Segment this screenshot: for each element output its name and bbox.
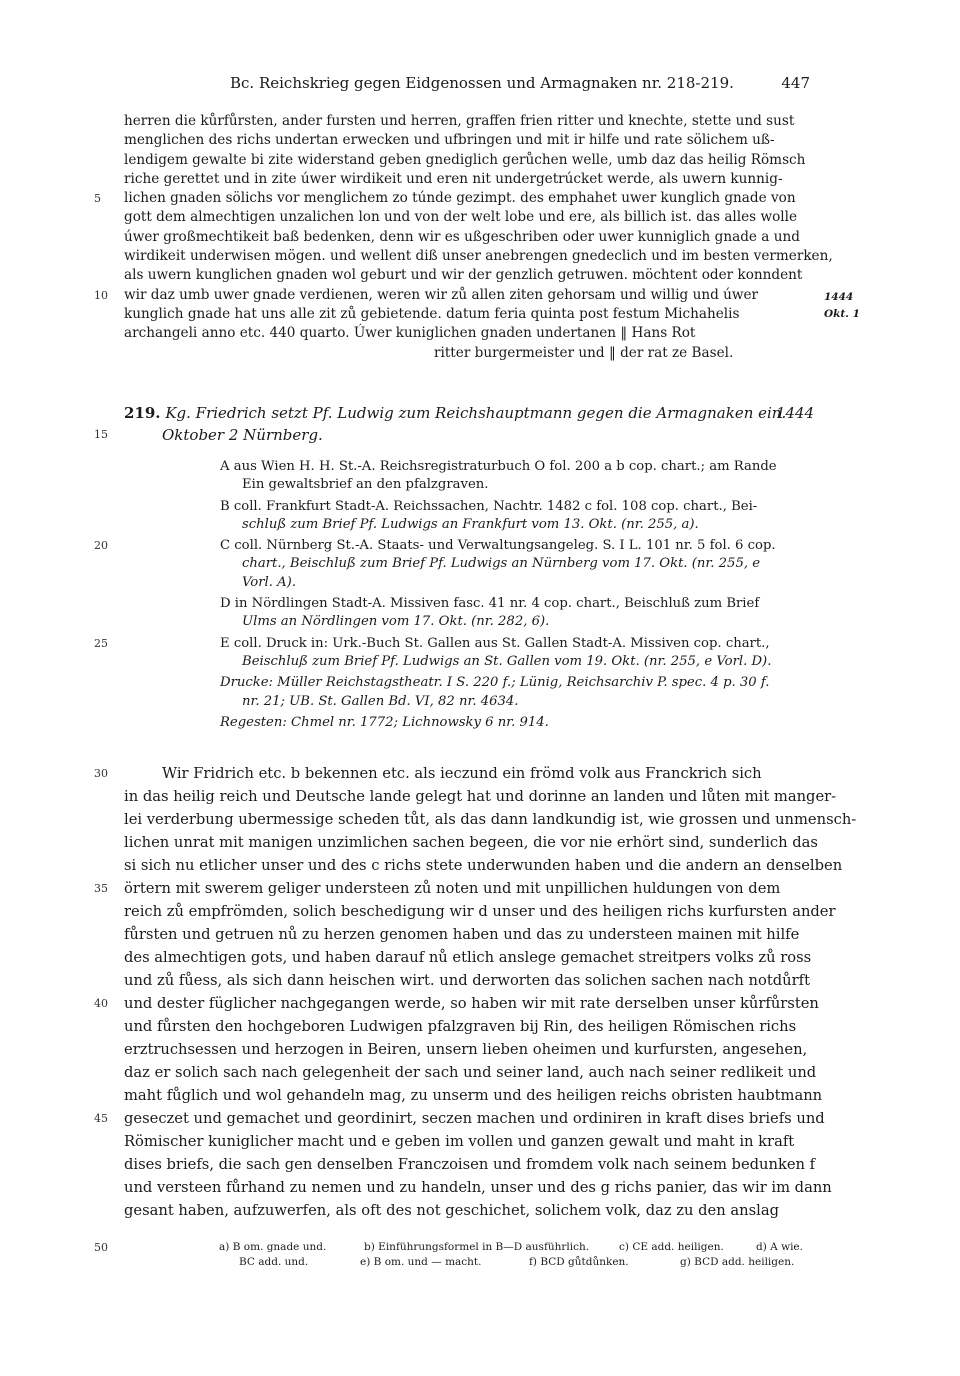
- footnote-e: e) B om. und — macht.: [360, 1256, 482, 1268]
- source-continuation: Beischluß zum Brief Pf. Ludwigs an St. Gallen vom 19. Okt. (nr. 255, e Vorl. D).: [242, 653, 772, 669]
- source-continuation: nr. 21; UB. St. Gallen Bd. VI, 82 nr. 4634.: [242, 693, 519, 709]
- source-continuation: schluß zum Brief Pf. Ludwigs an Frankfurt vom 13. Okt. (nr. 255, a).: [242, 516, 699, 532]
- footnote-d: d) A wie.: [756, 1241, 803, 1253]
- regesta-entry: [220, 714, 815, 732]
- source-entry-c: [94, 537, 815, 592]
- line-number: 15: [94, 428, 108, 441]
- source-continuation: Ein gewaltsbrief an den pfalzgraven.: [242, 477, 489, 493]
- text-line: des almechtigen gots, und haben darauf nů etlich anslege gemachet streitpers volks zů ross: [124, 949, 812, 966]
- text-line: [94, 1107, 825, 1130]
- line-number: 10: [94, 288, 108, 302]
- line-number: 50: [94, 1241, 108, 1254]
- source-text: A aus Wien H. H. St.-A. Reichsregistraturbuch O fol. 200 a b cop. chart.; am Rande: [220, 459, 777, 474]
- entry-title: Kg. Friedrich setzt Pf. Ludwig zum Reichshauptmann gegen die Armagnaken ein.: [165, 404, 787, 422]
- text-line: [124, 305, 860, 324]
- source-text: B coll. Frankfurt Stadt-A. Reichssachen, Nachtr. 1482 c fol. 108 cop. chart., Bei-: [220, 498, 758, 514]
- source-continuation: Vorl. A).: [242, 574, 297, 590]
- text-line: [94, 286, 854, 305]
- entry-year: 1444: [775, 404, 814, 422]
- footnote-g: g) BCD add. heiligen.: [680, 1256, 795, 1268]
- running-header: [230, 74, 810, 96]
- entry-heading: [94, 402, 814, 446]
- text-line: archangeli anno etc. 440 quarto. Úwer kuniglichen gnaden undertanen ‖ Hans Rot: [124, 325, 696, 342]
- signature-text: ritter burgermeister und ‖ der rat ze Basel.: [434, 344, 734, 361]
- source-text: E coll. Druck in: Urk.-Buch St. Gallen aus St. Gallen Stadt-A. Missiven cop. chart.,: [220, 635, 770, 651]
- text-line: riche gerettet und in zite úwer wirdikeit und eren nit undergetrúcket werde, als uwern kunnig-: [124, 170, 783, 187]
- source-text: Regesten: Chmel nr. 1772; Lichnowsky 6 nr. 914.: [220, 714, 549, 730]
- source-continuation: chart., Beischluß zum Brief Pf. Ludwigs an Nürnberg vom 17. Okt. (nr. 255, e: [242, 556, 761, 572]
- footnote-b: b) Einführungsformel in B—D ausführlich.: [364, 1241, 590, 1253]
- line-number: 45: [94, 1112, 108, 1125]
- heading-line-1: [124, 402, 814, 424]
- source-text: Drucke: Müller Reichstagstheatr. I S. 220 f.; Lünig, Reichsarchiv P. spec. 4 p. 30 f.: [220, 675, 770, 691]
- margin-date-year: 1444: [824, 290, 854, 303]
- text-line-content: geseczet und gemachet und geordinirt, seczen machen und ordiniren in kraft dises briefs und: [124, 1110, 825, 1127]
- footnote-f: f) BCD gůtdůnken.: [529, 1256, 629, 1268]
- line-number: 20: [94, 539, 108, 553]
- line-number: 30: [94, 767, 108, 780]
- footnote-a: a) B om. gnade und.: [219, 1241, 327, 1253]
- line-number: 5: [94, 192, 101, 206]
- text-line: [94, 762, 814, 785]
- text-line: maht fůglich und wol gehandeln mag, zu unserm und des heiligen reichs obristen haubtmann: [124, 1087, 823, 1104]
- text-line: reich zů empfrömden, solich beschedigung wir d unser und des heiligen richs kurfursten ander: [124, 903, 836, 920]
- text-line-content: örtern mit swerem geliger understeen zů noten und mit unpillichen huldungen von dem: [124, 880, 781, 897]
- text-line-content: Wir Fridrich etc. b bekennen etc. als ieczund ein frömd volk aus Franckrich sich: [162, 765, 762, 782]
- text-line: fůrsten und getruen nů zu herzen genomen haben und das zu understeen mainen mit hilfe: [124, 926, 800, 943]
- source-continuation: Ulms an Nördlingen vom 17. Okt. (nr. 282, 6).: [242, 614, 550, 630]
- page-number: 447: [781, 74, 810, 92]
- footnote-row: [124, 1255, 814, 1270]
- footnotes: [94, 1240, 814, 1270]
- text-line: in das heilig reich und Deutsche lande gelegt hat und dorinne an landen und lůten mit manger-: [124, 788, 837, 805]
- text-line: als uwern kunglichen gnaden wol geburt und wir der genzlich getruwen. möchtent oder konndent: [124, 267, 803, 284]
- source-entry-b: [220, 498, 815, 535]
- text-line-content: wir daz umb uwer gnade verdienen, weren wir zů allen ziten gehorsam und willig und úwer: [124, 286, 759, 303]
- text-line: herren die kůrfůrsten, ander fursten und herren, graffen frien ritter und knechte, stette und sust: [124, 113, 795, 129]
- letter-text-block: [94, 112, 860, 363]
- line-number: 35: [94, 882, 108, 895]
- text-line: wirdikeit underwisen mögen. und wellent diß unser anebrengen gnedeclich und im besten vermerken,: [124, 248, 833, 265]
- entry-number: 219.: [124, 404, 161, 422]
- footnote-d-cont: BC add. und.: [239, 1256, 309, 1268]
- text-line: si sich nu etlicher unser und des c richs stete underwunden haben und die andern an denselben: [124, 857, 843, 874]
- source-text: C coll. Nürnberg St.-A. Staats- und Verwaltungsangeleg. S. I L. 101 nr. 5 fol. 6 cop.: [220, 538, 776, 554]
- text-line: und versteen fůrhand zu nemen und zu handeln, unser und des g richs panier, das wir im dann: [124, 1179, 832, 1196]
- text-line: gesant haben, aufzuwerfen, als oft des not geschichet, solichem volk, daz zu den anslag: [124, 1202, 779, 1219]
- text-line-content: lichen gnaden sölichs vor menglichem zo túnde gezimpt. des emphahet uwer kunglich gnade von: [124, 190, 796, 207]
- document-body: [94, 762, 857, 1222]
- text-line-content: und dester füglicher nachgegangen werde, so haben wir mit rate derselben unser kůrfůrsten: [124, 995, 819, 1012]
- heading-line-2: [94, 424, 814, 446]
- text-line: menglichen des richs undertan erwecken und ufbringen und mit ir hilfe und rate sölichem uß-: [124, 132, 775, 149]
- text-line: Römischer kuniglicher macht und e geben im vollen und ganzen gewalt und maht in kraft: [124, 1133, 795, 1150]
- text-line: [94, 992, 819, 1015]
- footnote-c: c) CE add. heiligen.: [619, 1241, 724, 1253]
- footnote-row: [94, 1240, 814, 1255]
- text-line: lei verderbung ubermessige scheden tůt, als das dann landkundig ist, wie grossen und unmensch-: [124, 811, 857, 828]
- text-line: úwer großmechtikeit baß bedenken, denn wir es ußgeschriben oder uwer kunniglich gnade a und: [124, 228, 800, 245]
- source-apparatus: [94, 458, 815, 735]
- running-title: Bc. Reichskrieg gegen Eidgenossen und Armagnaken nr. 218-219.: [230, 74, 734, 92]
- text-line: lendigem gewalte bi zite widerstand geben gnediglich gerůchen welle, umb daz das heilig Römsch: [124, 151, 806, 168]
- text-line: und fůrsten den hochgeboren Ludwigen pfalzgraven bij Rin, des heiligen Römischen richs: [124, 1018, 797, 1035]
- text-line: [94, 877, 814, 900]
- text-line-content: kunglich gnade hat uns alle zit zů gebietende. datum feria quinta post festum Michahelis: [124, 305, 740, 322]
- text-line: und zů fůess, als sich dann heischen wirt. und derworten das solichen sachen nach notdůrft: [124, 972, 810, 989]
- text-line: erztruchsessen und herzogen in Beiren, unsern lieben oheimen und kurfursten, angesehen,: [124, 1041, 808, 1058]
- line-number: 40: [94, 997, 108, 1010]
- text-line: [94, 189, 814, 208]
- source-entry-d: [220, 595, 815, 632]
- prints-entry: [220, 674, 815, 711]
- source-entry-e: [94, 635, 815, 672]
- line-number: 25: [94, 636, 108, 650]
- source-text: D in Nördlingen Stadt-A. Missiven fasc. 41 nr. 4 cop. chart., Beischluß zum Brief: [220, 596, 760, 612]
- text-line: gott dem almechtigen unzalichen lon und von der welt lobe und ere, als billich ist. das alles wolle: [124, 209, 798, 226]
- text-line: dises briefs, die sach gen denselben Franczoisen und fromdem volk nach seinem bedunken f: [124, 1156, 816, 1173]
- source-entry-a: [220, 458, 815, 495]
- signature-line: [124, 344, 814, 363]
- margin-date-day: Okt. 1: [824, 307, 860, 320]
- text-line: daz er solich sach nach gelegenheit der sach und seiner land, auch nach seiner redlikeit und: [124, 1064, 817, 1081]
- entry-date-place: Oktober 2 Nürnberg.: [162, 426, 323, 444]
- text-line: lichen unrat mit manigen unzimlichen sachen begeen, die vor nie erhört sind, sunderlich das: [124, 834, 818, 851]
